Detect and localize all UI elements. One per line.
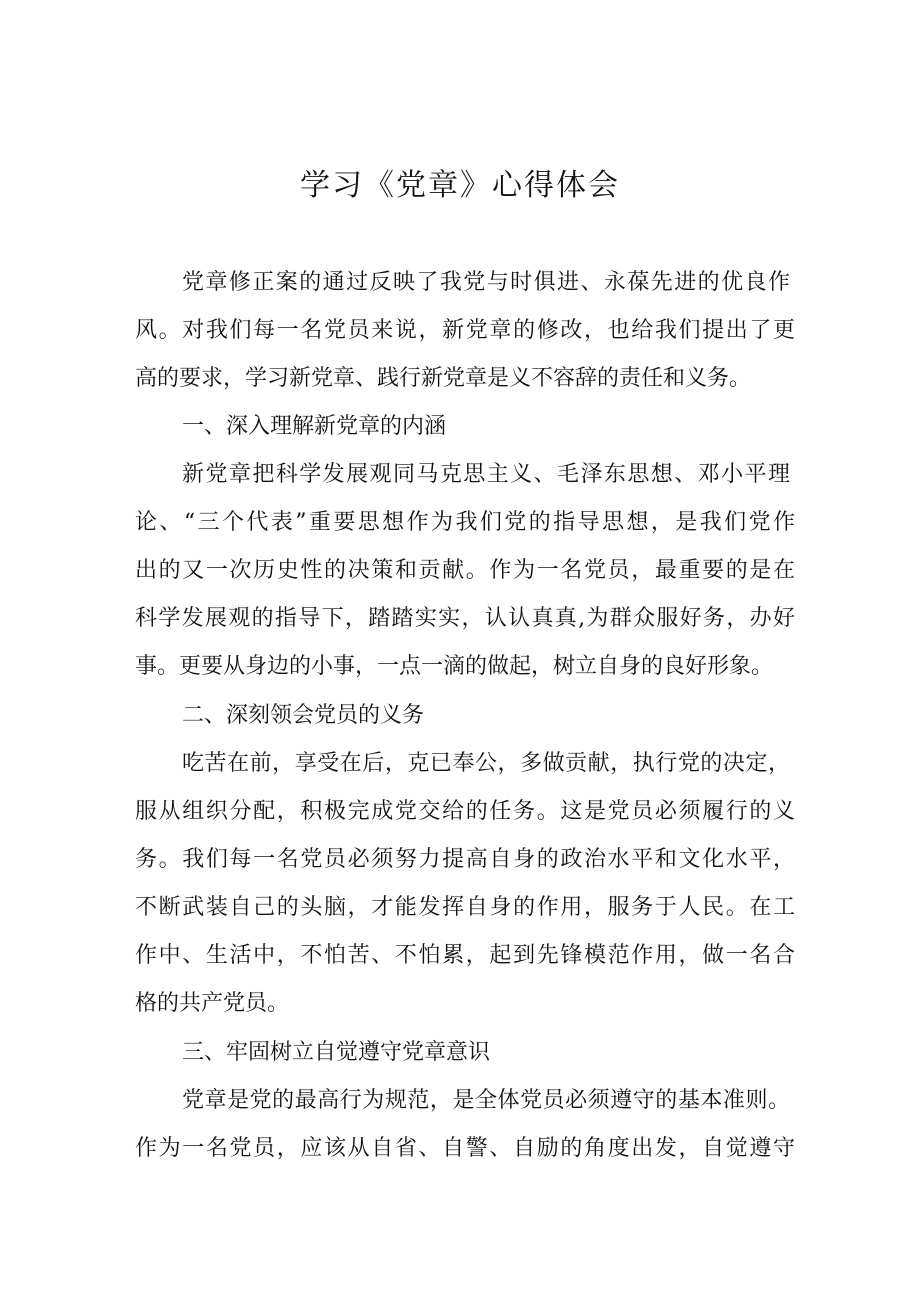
paragraph-4-line-2: 作为一名党员，应该从自省、自警、自励的角度出发，自觉遵守 [135, 1136, 795, 1161]
paragraph-3-line-4: 不断武装自己的头脑，才能发挥自身的作用，服务于人民。在工 [135, 895, 795, 920]
document-title: 学习《党章》心得体会 [300, 168, 620, 203]
paragraph-1-line-2: 风。对我们每一名党员来说，新党章的修改，也给我们提出了更 [135, 318, 795, 343]
paragraph-2-line-2: 论、“三个代表”重要思想作为我们党的指导思想，是我们党作 [135, 510, 795, 535]
paragraph-2-line-4: 科学发展观的指导下，踏踏实实，认认真真,为群众服好务，办好 [135, 606, 795, 631]
paragraph-1-line-1: 党章修正案的通过反映了我党与时俱进、永葆先进的优良作 [182, 270, 790, 295]
paragraph-3-line-6: 格的共产党员。 [135, 991, 290, 1016]
paragraph-1-line-3: 高的要求，学习新党章、践行新党章是义不容辞的责任和义务。 [135, 366, 752, 391]
paragraph-2-line-3: 出的又一次历史性的决策和贡献。作为一名党员，最重要的是在 [135, 558, 795, 583]
section-heading-2: 二、深刻领会党员的义务 [182, 703, 425, 728]
paragraph-4-line-1: 党章是党的最高行为规范，是全体党员必须遵守的基本准则。 [182, 1088, 790, 1113]
section-heading-3: 三、牢固树立自觉遵守党章意识 [182, 1040, 491, 1065]
paragraph-3-line-3: 务。我们每一名党员必须努力提高自身的政治水平和文化水平， [135, 847, 795, 872]
section-heading-1: 一、深入理解新党章的内涵 [182, 414, 447, 439]
paragraph-2-line-5: 事。更要从身边的小事，一点一滴的做起，树立自身的良好形象。 [135, 654, 774, 679]
paragraph-3-line-1: 吃苦在前，享受在后，克已奉公，多做贡献，执行党的决定， [182, 751, 790, 776]
paragraph-3-line-5: 作中、生活中，不怕苦、不怕累，起到先锋模范作用，做一名合 [135, 943, 795, 968]
paragraph-2-line-1: 新党章把科学发展观同马克思主义、毛泽东思想、邓小平理 [182, 462, 790, 487]
paragraph-3-line-2: 服从组织分配，积极完成党交给的任务。这是党员必须履行的义 [135, 799, 795, 824]
